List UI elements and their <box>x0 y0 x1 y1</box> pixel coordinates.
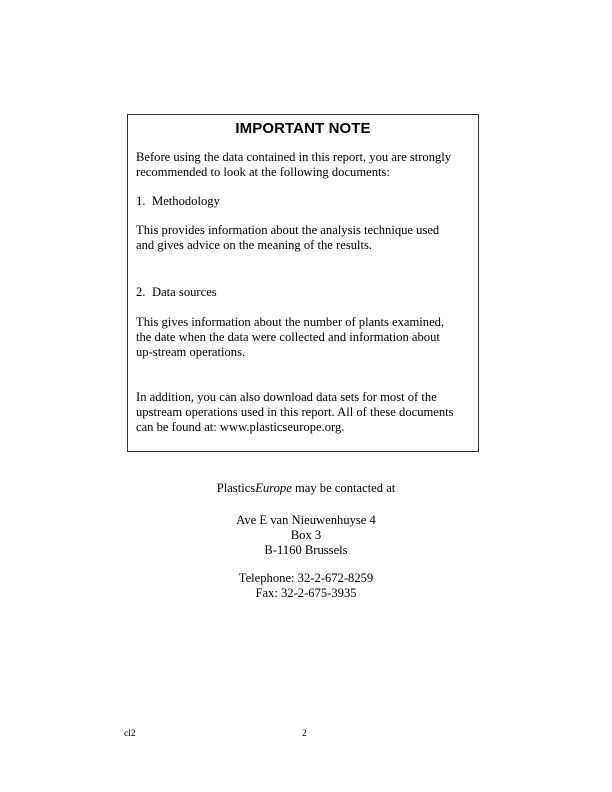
footer-page-number: 2 <box>302 729 307 739</box>
methodology-title: Methodology <box>152 194 220 208</box>
methodology-number: 1. <box>136 194 146 208</box>
data-sources-heading <box>136 285 476 300</box>
methodology-line-1: This provides information about the analysis technique used <box>136 223 440 237</box>
data-sources-number: 2. <box>136 285 146 299</box>
additional-info-line-3: can be found at: www.plasticseurope.org. <box>136 420 345 435</box>
org-name-italic: Europe <box>255 481 292 495</box>
address-line-street: Ave E van Nieuwenhuyse 4 <box>236 513 376 527</box>
note-intro-line-2: recommended to look at the following documents: <box>136 165 390 180</box>
fax-number: Fax: 32-2-675-3935 <box>255 586 357 601</box>
data-sources-title: Data sources <box>152 285 217 299</box>
contact-address <box>0 513 612 559</box>
org-name-plain: Plastics <box>216 481 256 495</box>
additional-info-line-2: upstream operations used in this report. All of these documents <box>136 405 454 420</box>
note-intro <box>136 150 476 180</box>
note-intro-line-1: Before using the data contained in this report, you are strongly <box>136 150 452 164</box>
address-line-city: B-1160 Brussels <box>264 543 348 558</box>
methodology-description <box>136 223 476 253</box>
additional-info-line-1: In addition, you can also download data sets for most of the <box>136 390 437 404</box>
contact-phone-fax <box>0 571 612 601</box>
footer-doc-code: cl2 <box>124 729 136 739</box>
data-sources-line-1: This gives information about the number of plants examined, <box>136 315 445 329</box>
methodology-line-2: and gives advice on the meaning of the results. <box>136 238 373 253</box>
methodology-heading <box>136 194 476 209</box>
data-sources-line-3: up-stream operations. <box>136 345 246 360</box>
contact-intro-text: may be contacted at <box>291 481 396 495</box>
data-sources-description <box>136 315 476 361</box>
note-title: IMPORTANT NOTE <box>235 120 371 137</box>
contact-intro <box>0 481 612 496</box>
additional-info <box>136 390 476 436</box>
important-note-box <box>127 114 479 452</box>
data-sources-line-2: the date when the data were collected and information about <box>136 330 440 345</box>
address-line-box: Box 3 <box>290 528 322 543</box>
telephone-number: Telephone: 32-2-672-8259 <box>238 571 374 585</box>
